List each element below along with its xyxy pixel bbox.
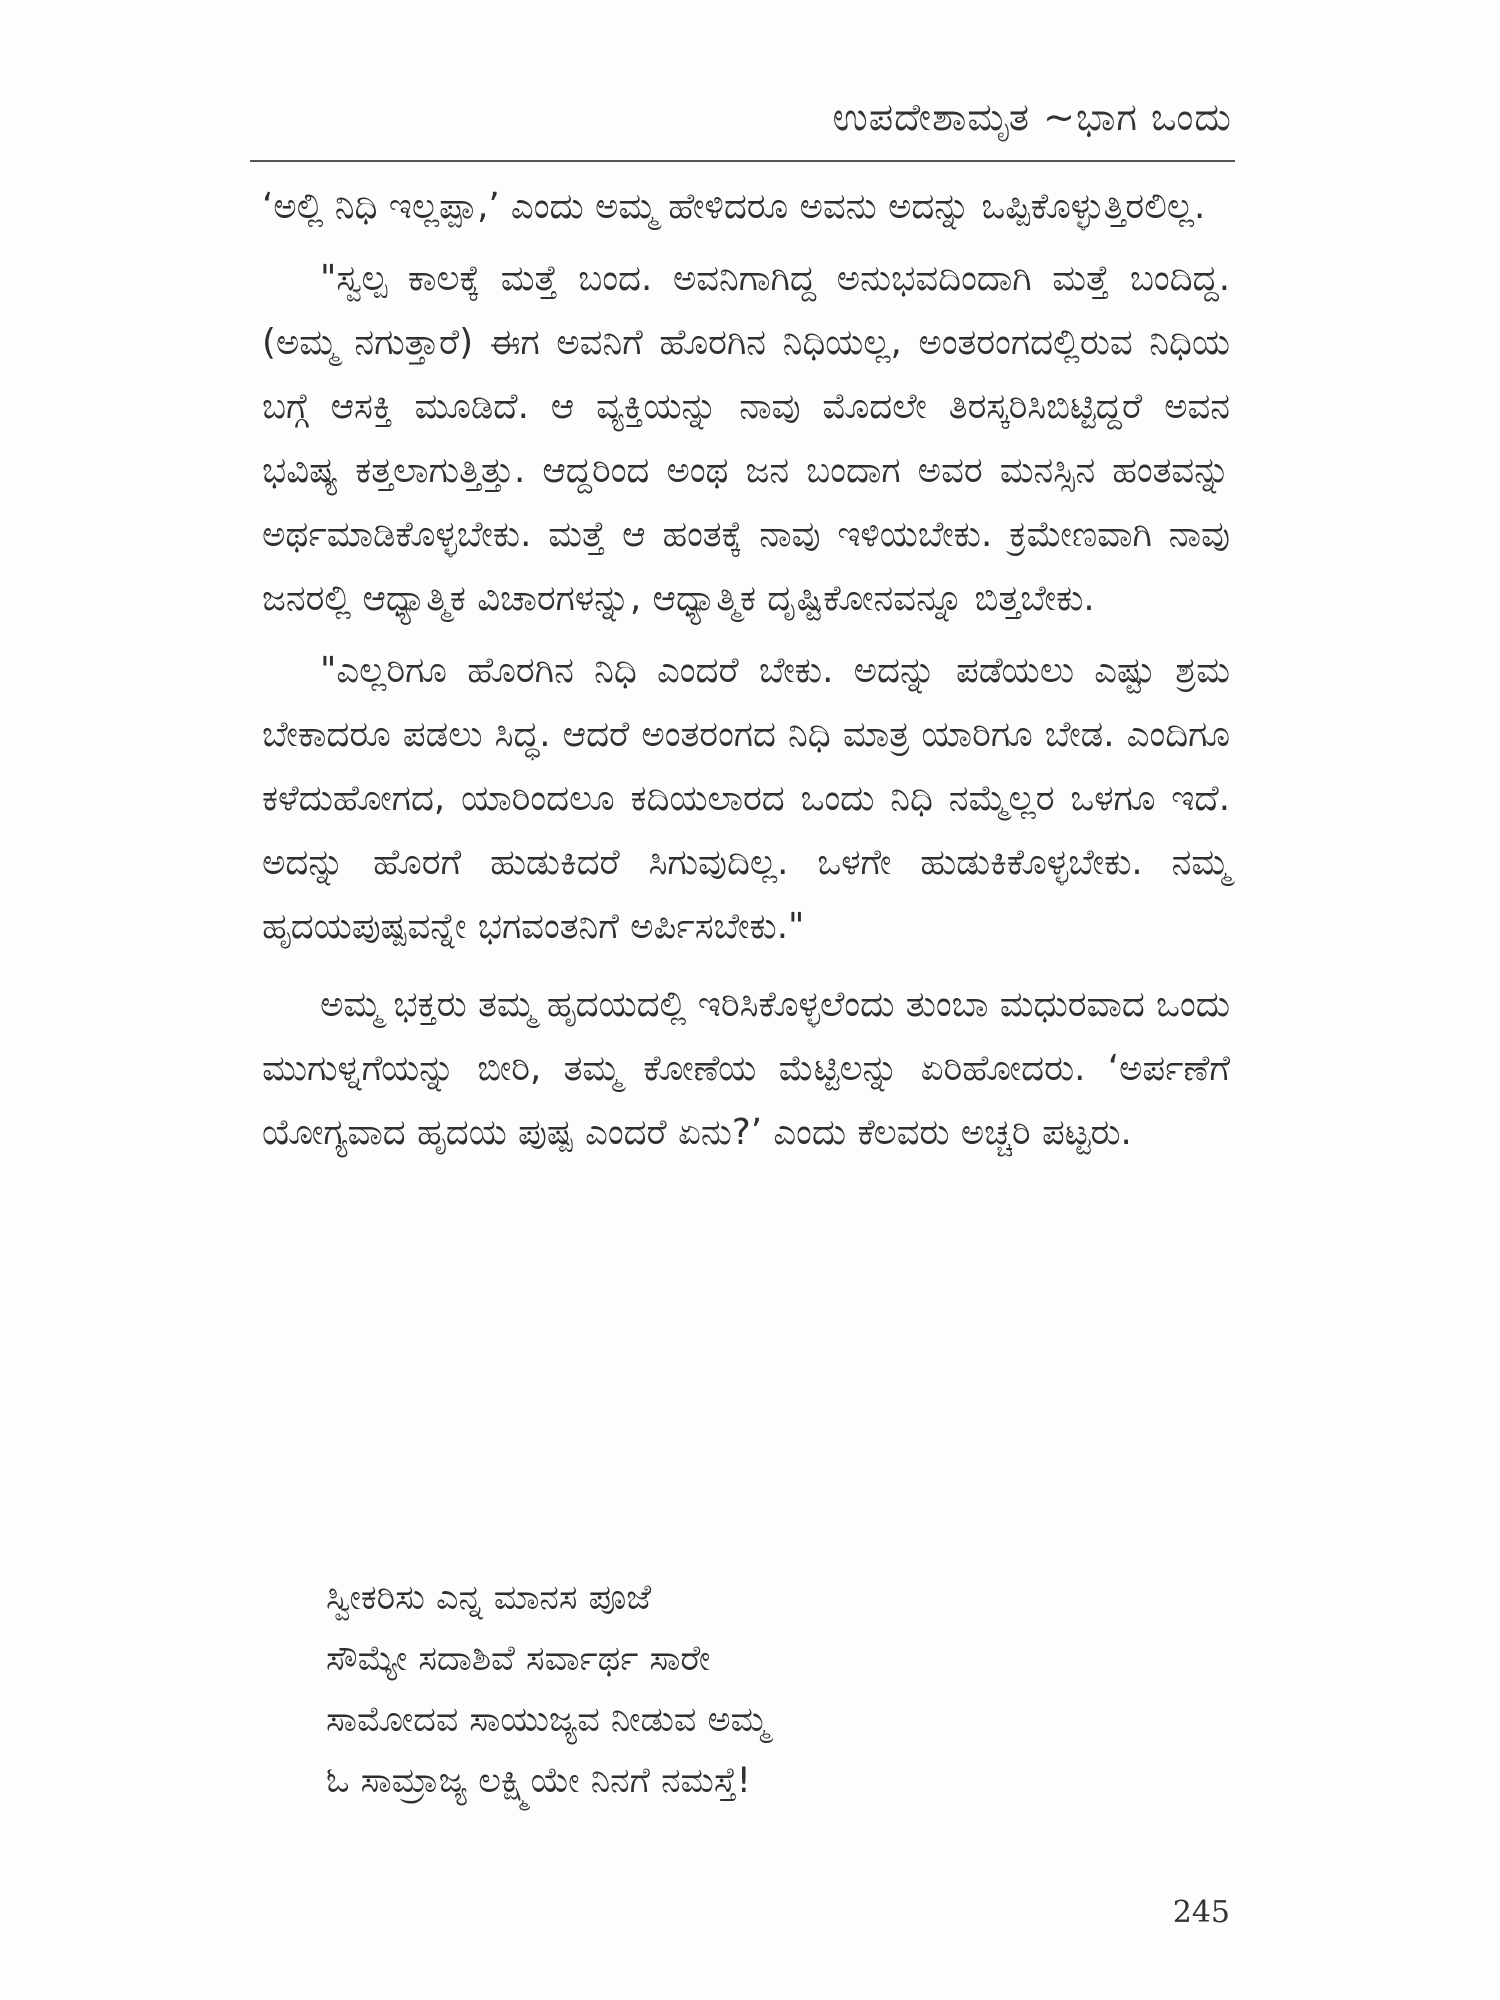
body-text	[262, 175, 1230, 1173]
paragraph-4: ಅಮ್ಮ ಭಕ್ತರು ತಮ್ಮ ಹೃದಯದಲ್ಲಿ ಇರಿಸಿಕೊಳ್ಳಲೆಂದು ತುಂಬಾ ಮಧುರವಾದ ಒಂದು ಮುಗುಳ್ನಗೆಯನ್ನು ಬೀರಿ, ತಮ್ಮ ಕೋಣೆಯ ಮೆಟ್ಟಿಲನ್ನು ಏರಿಹೋದರು. ‘ಅರ್ಪಣೆಗೆ ಯೋಗ್ಯವಾದ ಹೃದಯ ಪುಷ್ಪ ಎಂದರೆ ಏನು?’ ಎಂದು ಕೆಲವರು ಅಚ್ಚರಿ ಪಟ್ಟರು.	[262, 984, 1230, 1153]
running-header-title: ಉಪದೇಶಾಮೃತ ~ಭಾಗ ಒಂದು	[832, 95, 1232, 139]
paragraph-2: "ಸ್ವಲ್ಪ ಕಾಲಕ್ಕೆ ಮತ್ತೆ ಬಂದ. ಅವನಿಗಾಗಿದ್ದ ಅನುಭವದಿಂದಾಗಿ ಮತ್ತೆ ಬಂದಿದ್ದ. (ಅಮ್ಮ ನಗುತ್ತಾರೆ) ಈಗ ಅವನಿಗೆ ಹೊರಗಿನ ನಿಧಿಯಲ್ಲ, ಅಂತರಂಗದಲ್ಲಿರುವ ನಿಧಿಯ ಬಗ್ಗೆ ಆಸಕ್ತಿ ಮೂಡಿದೆ. ಆ ವ್ಯಕ್ತಿಯನ್ನು ನಾವು ಮೊದಲೇ ತಿರಸ್ಕರಿಸಿಬಿಟ್ಟಿದ್ದರೆ ಅವನ ಭವಿಷ್ಯ ಕತ್ತಲಾಗುತ್ತಿತ್ತು. ಆದ್ದರಿಂದ ಅಂಥ ಜನ ಬಂದಾಗ ಅವರ ಮನಸ್ಸಿನ ಹಂತವನ್ನು ಅರ್ಥಮಾಡಿಕೊಳ್ಳಬೇಕು. ಮತ್ತೆ ಆ ಹಂತಕ್ಕೆ ನಾವು ಇಳಿಯಬೇಕು. ಕ್ರಮೇಣವಾಗಿ ನಾವು ಜನರಲ್ಲಿ ಆಧ್ಯಾತ್ಮಿಕ ವಿಚಾರಗಳನ್ನು, ಆಧ್ಯಾತ್ಮಿಕ ದೃಷ್ಟಿಕೋನವನ್ನೂ ಬಿತ್ತಬೇಕು.	[262, 258, 1230, 619]
poem-line-4: ಓ ಸಾಮ್ರಾಜ್ಯ ಲಕ್ಷ್ಮಿಯೇ ನಿನಗೆ ನಮಸ್ತೆ!	[326, 1761, 751, 1801]
poem-line-3: ಸಾಮೋದವ ಸಾಯುಜ್ಯವ ನೀಡುವ ಅಮ್ಮ	[326, 1700, 769, 1740]
paragraph-1: ‘ಅಲ್ಲಿ ನಿಧಿ ಇಲ್ಲಪ್ಪಾ,’ ಎಂದು ಅಮ್ಮ ಹೇಳಿದರೂ ಅವನು ಅದನ್ನು ಒಪ್ಪಿಕೊಳ್ಳುತ್ತಿರಲಿಲ್ಲ.	[262, 186, 1206, 227]
page-number: 245	[1172, 1895, 1230, 1930]
header-rule	[250, 160, 1235, 162]
poem-verse	[326, 1568, 769, 1812]
poem-line-2: ಸೌಮ್ಯೇ ಸದಾಶಿವೆ ಸರ್ವಾರ್ಥ ಸಾರೇ	[326, 1639, 711, 1679]
paragraph-3: "ಎಲ್ಲರಿಗೂ ಹೊರಗಿನ ನಿಧಿ ಎಂದರೆ ಬೇಕು. ಅದನ್ನು ಪಡೆಯಲು ಎಷ್ಟು ಶ್ರಮ ಬೇಕಾದರೂ ಪಡಲು ಸಿದ್ಧ. ಆದರೆ ಅಂತರಂಗದ ನಿಧಿ ಮಾತ್ರ ಯಾರಿಗೂ ಬೇಡ. ಎಂದಿಗೂ ಕಳೆದುಹೋಗದ, ಯಾರಿಂದಲೂ ಕದಿಯಲಾರದ ಒಂದು ನಿಧಿ ನಮ್ಮೆಲ್ಲರ ಒಳಗೂ ಇದೆ. ಅದನ್ನು ಹೊರಗೆ ಹುಡುಕಿದರೆ ಸಿಗುವುದಿಲ್ಲ. ಒಳಗೇ ಹುಡುಕಿಕೊಳ್ಳಬೇಕು. ನಮ್ಮ ಹೃದಯಪುಷ್ಪವನ್ನೇ ಭಗವಂತನಿಗೆ ಅರ್ಪಿಸಬೇಕು."	[262, 650, 1230, 947]
poem-line-1: ಸ್ವೀಕರಿಸು ಎನ್ನ ಮಾನಸ ಪೂಜೆ	[326, 1578, 652, 1618]
